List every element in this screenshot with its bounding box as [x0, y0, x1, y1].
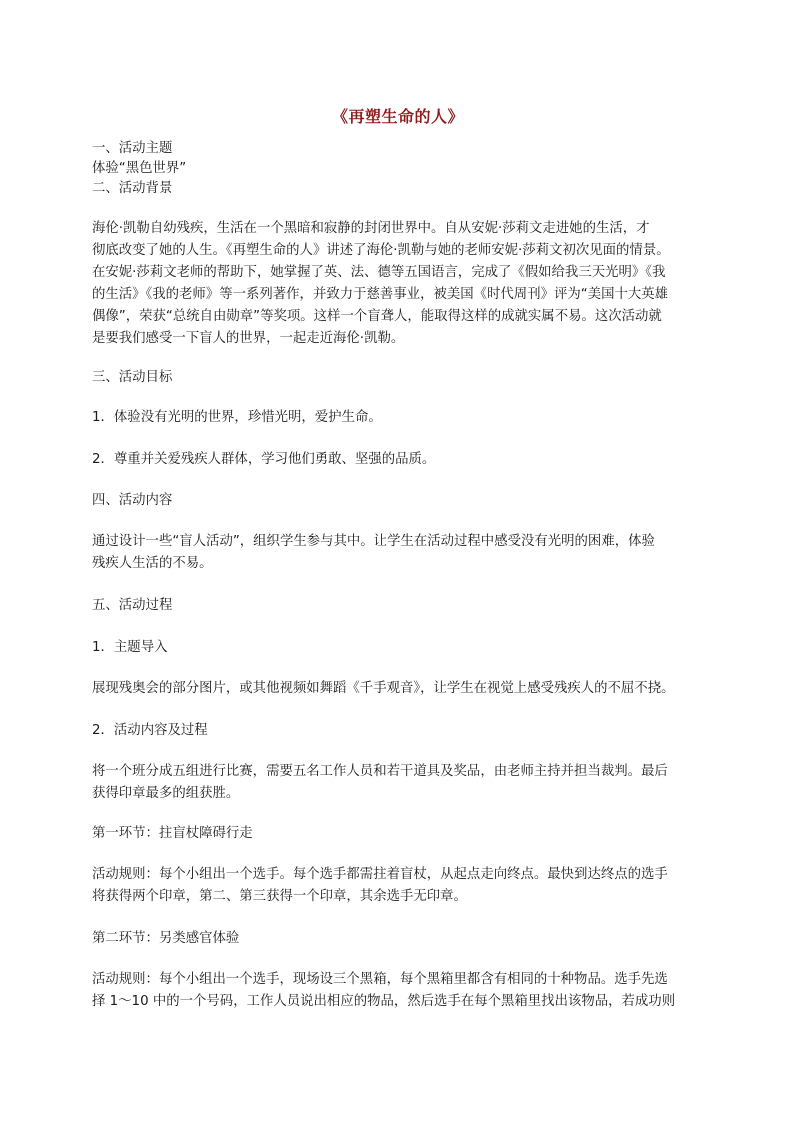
- paragraph-line: 在安妮·莎莉文老师的帮助下，她掌握了英、法、德等五国语言，完成了《假如给我三天光明》《我: [92, 265, 666, 280]
- paragraph-line: 残疾人生活的不易。: [92, 556, 213, 571]
- heading-activity-theme: 一、活动主题: [92, 141, 173, 156]
- intro-paragraph: 展现残奥会的部分图片，或其他视频如舞蹈《千手观音》，让学生在视觉上感受残疾人的不屈不挠。: [92, 681, 675, 696]
- heading-activity-goals: 三、活动目标: [92, 370, 173, 385]
- paragraph-line: 彻底改变了她的人生。《再塑生命的人》讲述了海伦·凯勒与她的老师安妮·莎莉文初次见面的情景。: [92, 243, 670, 258]
- paragraph-line: 是要我们感受一下盲人的世界，一起走近海伦·凯勒。: [92, 331, 405, 346]
- document-page: [92, 0, 704, 1123]
- paragraph-line: 活动规则：每个小组出一个选手，现场设三个黑箱，每个黑箱里都含有相同的十种物品。选手先选: [92, 972, 668, 987]
- round-1-heading: 第一环节：拄盲杖障碍行走: [92, 826, 253, 841]
- round-2-rules: [92, 969, 704, 1013]
- paragraph-line: 通过设计一些“盲人活动”，组织学生参与其中。让学生在活动过程中感受没有光明的困难，体验: [92, 534, 655, 549]
- paragraph-line: 将获得两个印章，第二、第三获得一个印章，其余选手无印章。: [92, 889, 467, 904]
- paragraph-line: 获得印章最多的组获胜。: [92, 786, 240, 801]
- paragraph-line: 将一个班分成五组进行比赛，需要五名工作人员和若干道具及奖品，由老师主持并担当裁判。最后: [92, 764, 668, 779]
- theme-text: 体验“黑色世界”: [92, 161, 187, 176]
- round-2-heading: 第二环节：另类感官体验: [92, 931, 240, 946]
- background-paragraph: [92, 218, 704, 350]
- paragraph-line: 海伦·凯勒自幼残疾，生活在一个黑暗和寂静的封闭世界中。自从安妮·莎莉文走进她的生活，才: [92, 221, 650, 236]
- paragraph-line: 的生活》《我的老师》等一系列著作，并致力于慈善事业，被美国《时代周刊》评为“美国十大英雄: [92, 287, 669, 302]
- paragraph-line: 偶像”，荣获“总统自由勋章”等奖项。这样一个盲聋人，能取得这样的成就实属不易。这次活动就: [92, 309, 662, 324]
- content-paragraph: [92, 531, 704, 575]
- paragraph-line: 活动规则：每个小组出一个选手。每个选手都需拄着盲杖，从起点走向终点。最快到达终点的选手: [92, 867, 668, 882]
- paragraph-line: 择 1～10 中的一个号码，工作人员说出相应的物品，然后选手在每个黑箱里找出该物品，若成功则: [92, 994, 676, 1009]
- goal-item-1: 1．体验没有光明的世界，珍惜光明，爱护生命。: [92, 410, 382, 425]
- step-1-heading: 1．主题导入: [92, 640, 168, 655]
- process-paragraph: [92, 761, 704, 805]
- heading-activity-content: 四、活动内容: [92, 493, 173, 508]
- heading-activity-process: 五、活动过程: [92, 598, 173, 613]
- goal-item-2: 2．尊重并关爱残疾人群体，学习他们勇敢、坚强的品质。: [92, 452, 436, 467]
- heading-activity-background: 二、活动背景: [92, 181, 173, 196]
- step-2-heading: 2．活动内容及过程: [92, 723, 208, 738]
- document-title: 《再塑生命的人》: [331, 107, 464, 126]
- round-1-rules: [92, 864, 704, 908]
